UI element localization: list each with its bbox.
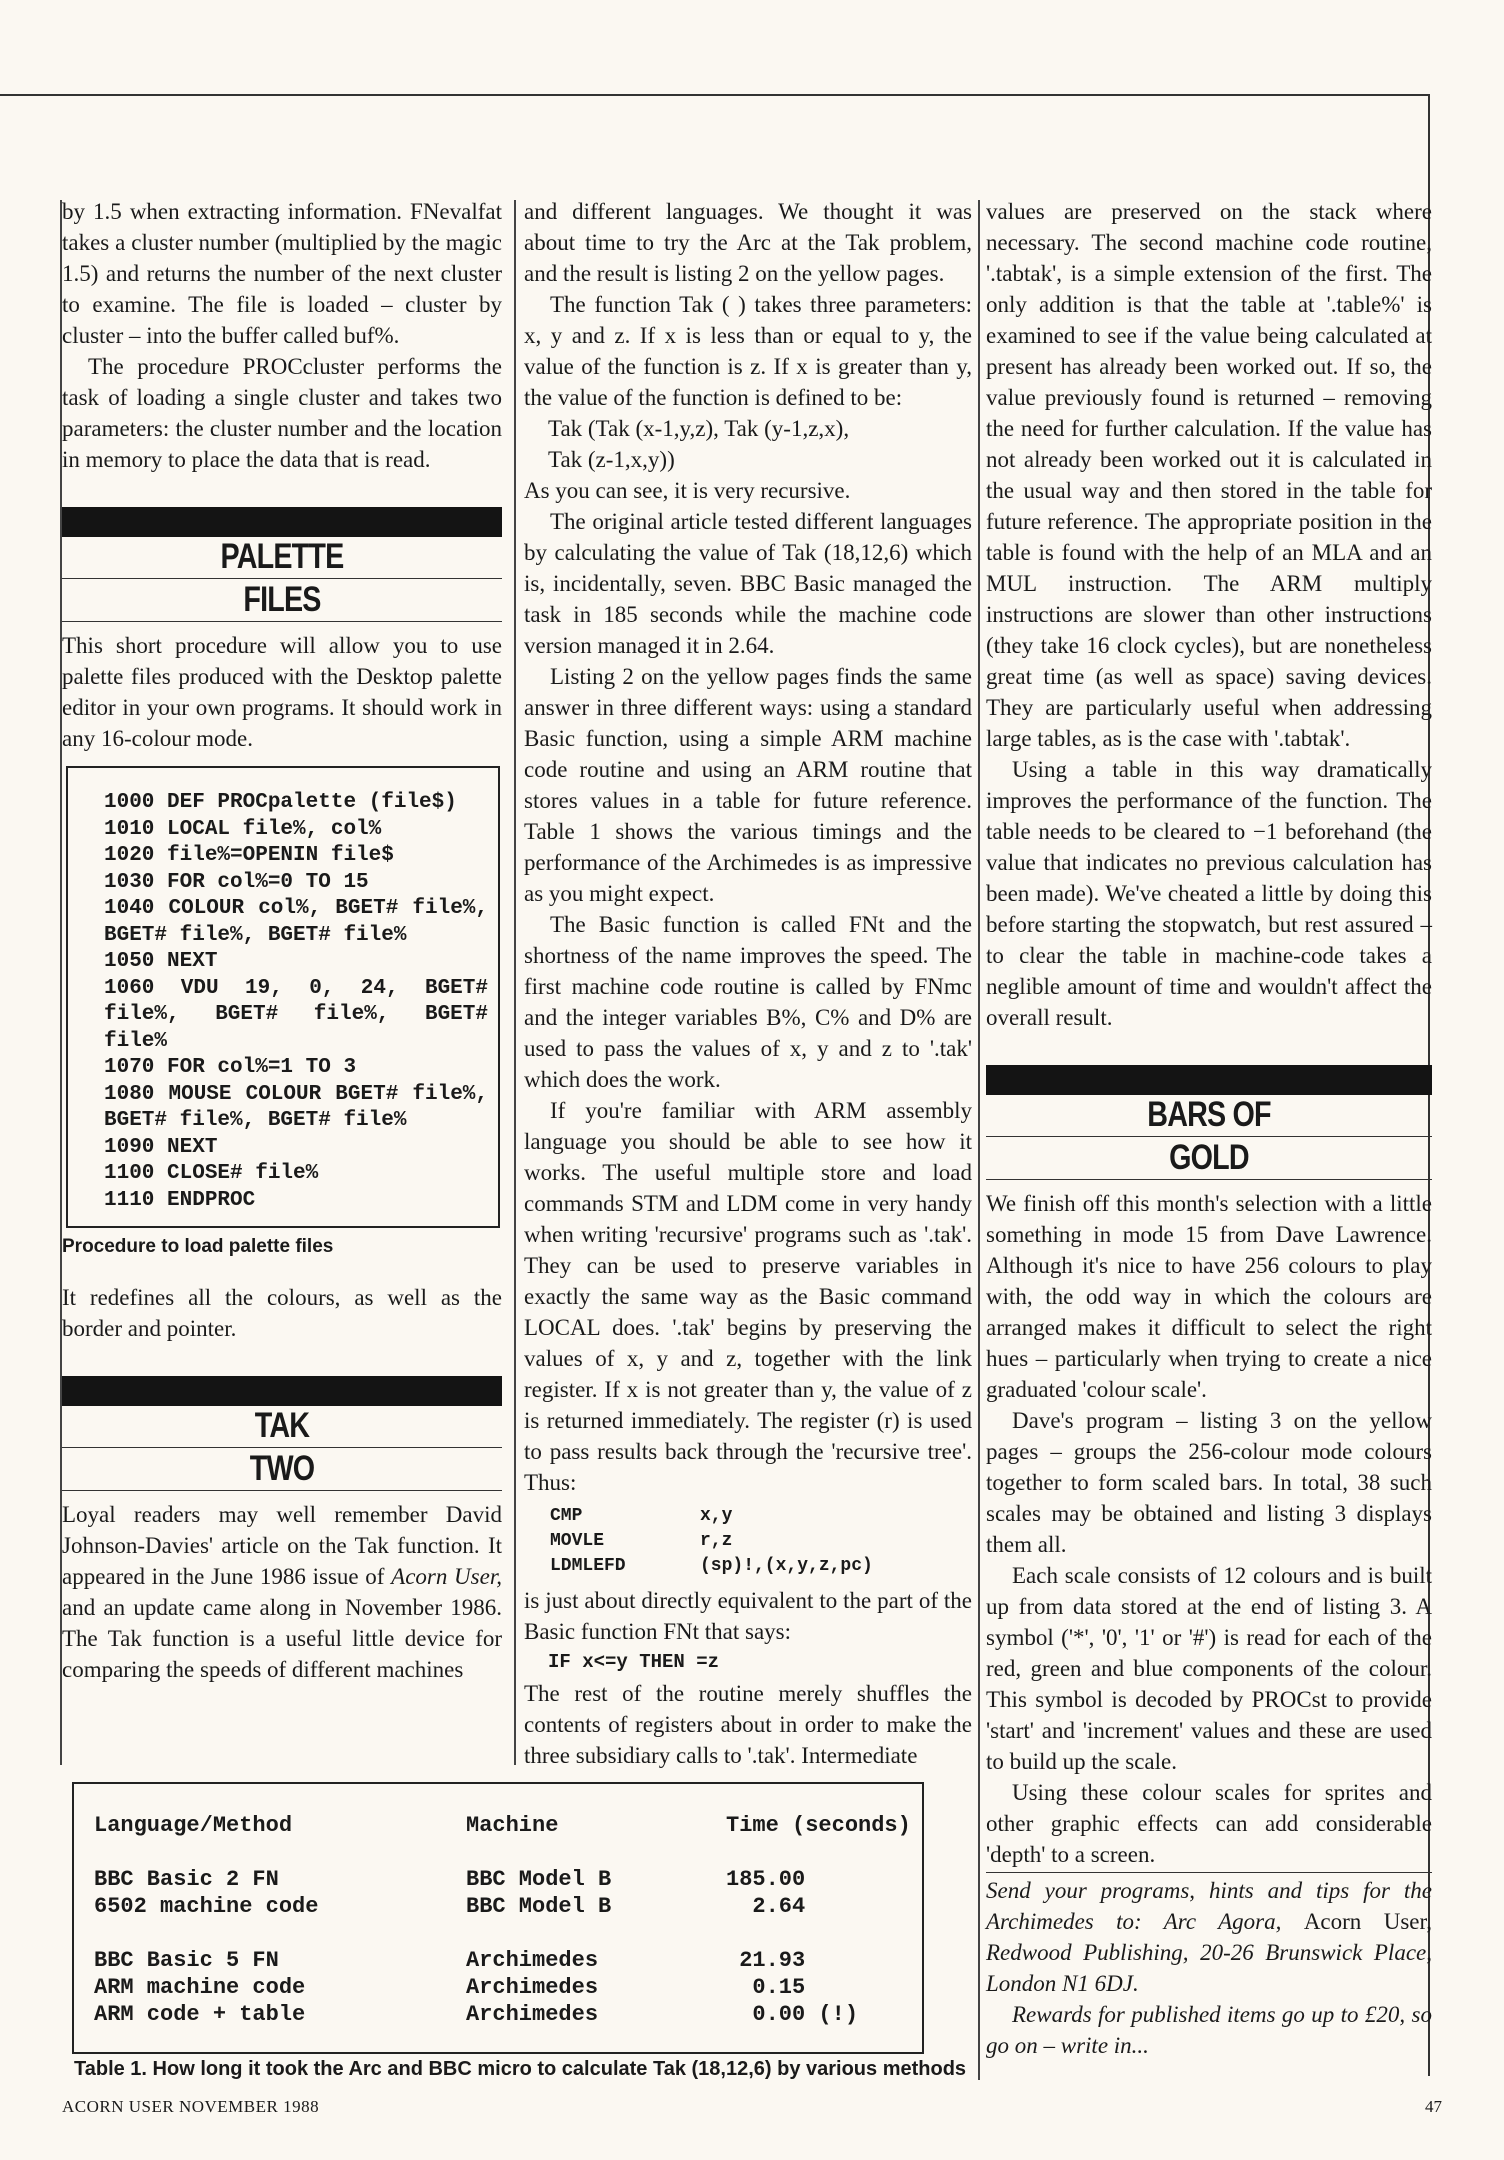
- top-rule: [0, 94, 1430, 96]
- table-cell: 21.93: [726, 1948, 806, 1973]
- paragraph: Using a table in this way dramatically improves the performance of the function. The table needs to be cleared to −1 beforehand (the value that indicates no previous calculation has been made). We've cheated a little by doing this before starting the stopwatch, but rest assured – to clear the table in machine-code takes a neglible amount of time and wouldn't affect the overall result.: [986, 757, 1432, 1030]
- paragraph: by 1.5 when extracting information. FNevalfat takes a cluster number (multiplied by the magic 1.5) and returns the number of the next cluster to examine. The file is loaded – cluster by cluster – into the buffer called buf%.: [62, 199, 502, 348]
- column-divider: [978, 200, 980, 2080]
- table-header: Language/Method: [94, 1813, 293, 1838]
- heading-rule: [62, 1490, 502, 1491]
- formula-line: Tak (Tak (x-1,y,z), Tak (y-1,z,x),: [548, 416, 850, 441]
- asm-line: [550, 1529, 972, 1554]
- rewards-note: Rewards for published items go up to £20, so go on – write in...: [986, 2002, 1432, 2058]
- table-cell: Archimedes: [466, 2002, 599, 2027]
- paragraph: The function Tak ( ) takes three parameters: x, y and z. If x is less than or equal to y, the value of the function is z. If x is greater than y, the value of the function is defined to be:: [524, 292, 972, 410]
- heading-line: TWO: [249, 1449, 315, 1488]
- section-heading-tak-two: [62, 1376, 502, 1491]
- table-cell: 0.00 (!): [726, 2002, 859, 2027]
- table-cell: 185.00: [726, 1867, 806, 1892]
- heading-rule: [62, 621, 502, 622]
- paragraph: Each scale consists of 12 colours and is built up from data stored at the end of listing 3. A symbol ('*', '0', '1' or '#') is read for each of the red, green and blue components of the colour. This symbol is decoded by PROCst to provide 'start' and 'increment' values and these are used to build up the scale.: [986, 1563, 1432, 1774]
- code-line: 1070 FOR col%=1 TO 3: [104, 1056, 357, 1079]
- paragraph: and different languages. We thought it was about time to try the Arc at the Tak problem, and the result is listing 2 on the yellow pages.: [524, 199, 972, 286]
- submission-note: [986, 1875, 1432, 1999]
- table-cell: 0.15: [726, 1975, 806, 2000]
- table-cell: BBC Basic 5 FN: [94, 1948, 279, 1973]
- magazine-name: Acorn User,: [1303, 1909, 1432, 1934]
- heading-bar: [62, 507, 502, 537]
- text-run: Loyal readers may well remember David Johnson-Davies' article on the Tak function. It appeared in the June 1986 issue of: [62, 1502, 502, 1589]
- code-line: 1030 FOR col%=0 TO 15: [104, 870, 369, 894]
- code-line: 1000 DEF PROCpalette (file$): [104, 791, 457, 814]
- code-caption: Procedure to load palette files: [62, 1236, 334, 1257]
- section-heading-bars-of-gold: [986, 1065, 1432, 1180]
- code-line: 1100 CLOSE# file%: [104, 1162, 319, 1185]
- code-line: 1050 NEXT: [104, 950, 218, 973]
- paragraph: It redefines all the colours, as well as the border and pointer.: [62, 1285, 502, 1341]
- heading-rule: [986, 1179, 1432, 1180]
- heading-rule: [62, 578, 502, 579]
- table-cell: ARM machine code: [94, 1975, 306, 2000]
- column-3: [986, 196, 1432, 2061]
- heading-rule: [986, 1872, 1432, 1873]
- table-body: [94, 1812, 936, 2028]
- paragraph: This short procedure will allow you to use palette files produced with the Desktop palette editor in your own programs. It should work in any 16-colour mode.: [62, 633, 502, 751]
- asm-line: [550, 1504, 972, 1529]
- asm-args: r,z: [700, 1531, 733, 1551]
- text-run: Send your programs, hints and tips for the Archimedes to: Arc Agora,: [986, 1878, 1432, 1934]
- section-heading-palette-files: [62, 507, 502, 622]
- paragraph: The procedure PROCcluster performs the task of loading a single cluster and takes two parameters: the cluster number and the location in memory to place the data that is read.: [62, 354, 502, 472]
- paragraph: Listing 2 on the yellow pages finds the same answer in three different ways: using a standard Basic function, using a simple ARM machine code routine and using an ARM routine that stores values in a table for future reference. Table 1 shows the various timings and the performance of the Archimedes is as impressive as you might expect.: [524, 664, 972, 906]
- assembly-listing: [550, 1504, 972, 1579]
- inline-code: IF x<=y THEN =z: [548, 1651, 720, 1673]
- table-cell: BBC Model B: [466, 1894, 612, 1919]
- magazine-name: Acorn User,: [391, 1564, 502, 1589]
- column-2: [524, 196, 972, 1771]
- paragraph: Using these colour scales for sprites and other graphic effects can add considerable 'depth' to a screen.: [986, 1780, 1432, 1867]
- table-row: [94, 1893, 936, 1920]
- table-cell: Archimedes: [466, 1948, 599, 1973]
- heading-line: BARS OF: [1147, 1095, 1271, 1134]
- paragraph: As you can see, it is very recursive.: [524, 478, 851, 503]
- code-line: 1060 VDU 19, 0, 24, BGET# file%, BGET# file%, BGET# file%: [104, 976, 501, 1053]
- table-header-row: [94, 1812, 936, 1839]
- asm-line: [550, 1554, 972, 1579]
- table-header: Time (seconds): [726, 1813, 911, 1838]
- code-line: 1010 LOCAL file%, col%: [104, 817, 382, 841]
- timing-table: [72, 1782, 924, 2054]
- text-run: and an update came along in November 1986. The Tak function is a useful little device for comparing the speeds of different machines: [62, 1595, 502, 1682]
- code-line: 1020 file%=OPENIN file$: [104, 844, 394, 867]
- column-1: [62, 196, 502, 1685]
- paragraph: values are preserved on the stack where necessary. The second machine code routine, '.tabtak', is a simple extension of the first. The only addition is that the table at '.table%' is examined to see if the value being calculated at present has already been worked out. If so, the value previously found is returned – removing the need for further calculation. If the value has not already been worked out it is calculated in the usual way and then stored in the table for future reference. The appropriate position in the table is found with the help of an MLA and an MUL instruction. The ARM multiply instructions are slower than other instructions (they take 16 clock cycles), but are nonetheless great time (as well as space) saving devices. They are particularly useful when addressing large tables, as is the case with '.tabtak'.: [986, 199, 1432, 751]
- table-caption: Table 1. How long it took the Arc and BBC micro to calculate Tak (18,12,6) by various methods: [74, 2058, 967, 2080]
- asm-args: x,y: [700, 1506, 733, 1526]
- code-line: 1090 NEXT: [104, 1135, 218, 1159]
- heading-rule: [62, 1447, 502, 1448]
- code-line: 1040 COLOUR col%, BGET# file%, BGET# file%, BGET# file%: [104, 897, 501, 947]
- column-divider: [514, 200, 516, 1765]
- code-listing-palette: [66, 766, 500, 1228]
- formula-line: Tak (z-1,x,y)): [548, 447, 675, 472]
- table-row: [94, 2001, 936, 2028]
- footer-publication: ACORN USER NOVEMBER 1988: [62, 2097, 320, 2116]
- asm-opcode: MOVLE: [550, 1531, 605, 1551]
- table-row: [94, 1947, 936, 1974]
- page-number: 47: [1425, 2097, 1442, 2116]
- heading-bar: [62, 1376, 502, 1406]
- heading-rule: [986, 1136, 1432, 1137]
- table-cell: Archimedes: [466, 1975, 599, 2000]
- paragraph: The original article tested different languages by calculating the value of Tak (18,12,6) which is, incidentally, seven. BBC Basic managed the task in 185 seconds while the machine code version managed it in 2.64.: [524, 509, 972, 658]
- asm-opcode: LDMLEFD: [550, 1556, 626, 1576]
- paragraph: We finish off this month's selection with a little something in mode 15 from Dave Lawrence. Although it's nice to have 256 colours to play with, the odd way in which the colours are arranged makes it difficult to select the right hues – particularly when trying to create a nice graduated 'colour scale'.: [986, 1191, 1432, 1402]
- heading-line: FILES: [243, 580, 321, 619]
- asm-args: (sp)!,(x,y,z,pc): [700, 1556, 873, 1576]
- text-run: Redwood Publishing, 20-26 Brunswick Place, London N1 6DJ.: [986, 1940, 1432, 1996]
- table-cell: ARM code + table: [94, 2002, 306, 2027]
- heading-line: PALETTE: [220, 537, 344, 576]
- asm-opcode: CMP: [550, 1506, 583, 1526]
- table-row: [94, 1866, 936, 1893]
- table-cell: 6502 machine code: [94, 1894, 319, 1919]
- table-cell: 2.64: [726, 1894, 806, 1919]
- paragraph: If you're familiar with ARM assembly language you should be able to see how it works. The useful multiple store and load commands STM and LDM come in very handy when writing 'recursive' programs such as '.tak'. They can be used to preserve variables in exactly the same way as the Basic command LOCAL does. '.tak' begins by preserving the values of x, y and z, together with the link register. If x is not greater than y, the value of z is returned immediately. The register (r) is used to pass results back through the 'recursive tree'. Thus:: [524, 1098, 972, 1495]
- paragraph: is just about directly equivalent to the part of the Basic function FNt that says:: [524, 1588, 972, 1644]
- heading-line: TAK: [254, 1406, 310, 1445]
- paragraph: Dave's program – listing 3 on the yellow pages – groups the 256-colour mode colours together to form scaled bars. In total, 38 such scales may be obtained and listing 3 displays them all.: [986, 1408, 1432, 1557]
- paragraph: The rest of the routine merely shuffles the contents of registers about in order to make the three subsidiary calls to '.tak'. Intermediate: [524, 1681, 972, 1768]
- table-header: Machine: [466, 1813, 559, 1838]
- paragraph: The Basic function is called FNt and the shortness of the name improves the speed. The first machine code routine is called by FNmc and the integer variables B%, C% and D% are used to pass the values of x, y and z to '.tak' which does the work.: [524, 912, 972, 1092]
- table-cell: BBC Model B: [466, 1867, 612, 1892]
- table-row: [94, 1974, 936, 2001]
- paragraph: [62, 1499, 502, 1685]
- table-cell: BBC Basic 2 FN: [94, 1867, 279, 1892]
- heading-bar: [986, 1065, 1432, 1095]
- code-line: 1110 ENDPROC: [104, 1188, 256, 1212]
- heading-line: GOLD: [1169, 1138, 1249, 1177]
- code-line: 1080 MOUSE COLOUR BGET# file%, BGET# file%, BGET# file%: [104, 1082, 501, 1132]
